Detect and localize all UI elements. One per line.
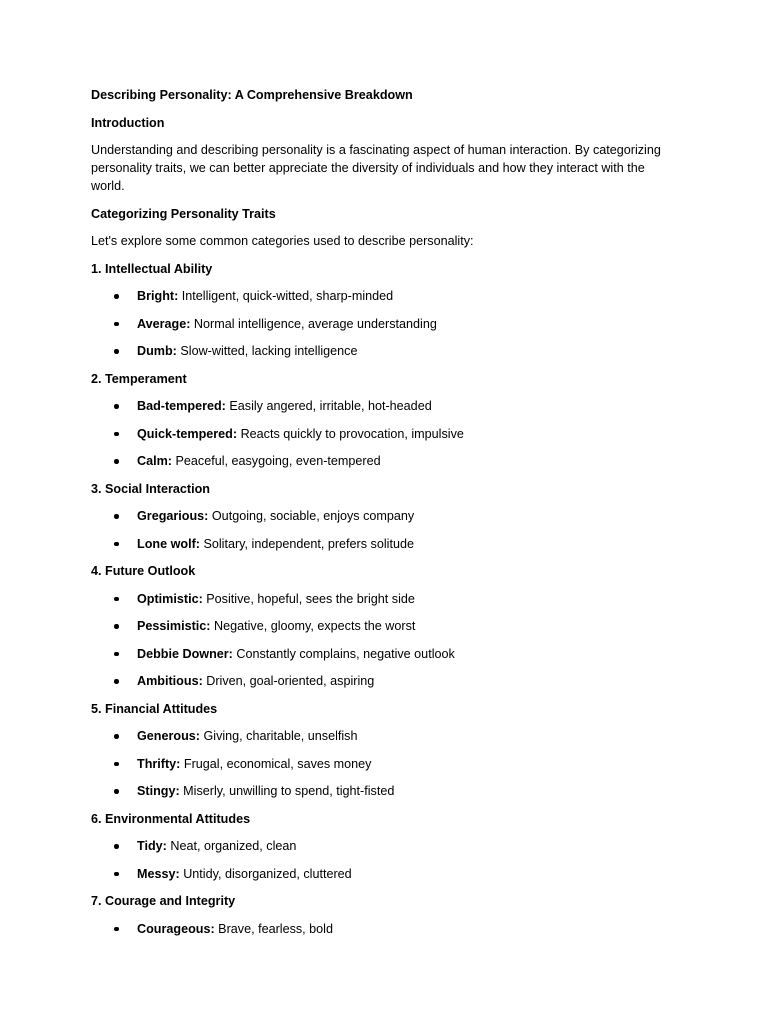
document-title: Describing Personality: A Comprehensive Breakdown: [91, 88, 413, 102]
trait-term: Dumb:: [137, 344, 177, 358]
list-item: [91, 865, 681, 883]
list-item: [91, 452, 681, 470]
trait-term: Thrifty:: [137, 756, 181, 771]
bullet-icon: [114, 459, 119, 464]
list-item: [91, 315, 681, 333]
trait-list: [91, 837, 681, 883]
section-heading: 6. Environmental Attitudes: [91, 811, 251, 826]
bullet-icon: [114, 679, 119, 684]
trait-list: [91, 920, 681, 938]
section-heading: 3. Social Interaction: [91, 481, 210, 496]
categories-heading: Categorizing Personality Traits: [91, 206, 276, 221]
trait-description: Brave, fearless, bold: [214, 921, 333, 936]
list-item: [91, 727, 681, 745]
trait-description: Untidy, disorganized, cluttered: [179, 866, 352, 881]
list-item: [91, 672, 681, 690]
introduction-heading: Introduction: [91, 115, 165, 130]
section-heading: 7. Courage and Integrity: [91, 894, 236, 908]
trait-term: Optimistic:: [137, 591, 203, 606]
trait-term: Stingy:: [137, 784, 180, 798]
bullet-icon: [114, 762, 119, 767]
trait-term: Average:: [137, 316, 191, 331]
bullet-icon: [114, 844, 119, 849]
trait-description: Negative, gloomy, expects the worst: [210, 619, 416, 633]
list-item: [91, 755, 681, 773]
trait-description: Easily angered, irritable, hot-headed: [225, 399, 432, 413]
list-item: [91, 342, 681, 360]
trait-description: Peaceful, easygoing, even-tempered: [172, 454, 381, 468]
section-heading: 4. Future Outlook: [91, 564, 196, 578]
trait-description: Driven, goal-oriented, aspiring: [202, 674, 375, 688]
bullet-icon: [114, 872, 119, 877]
list-item: [91, 397, 681, 415]
trait-term: Bright:: [137, 289, 179, 303]
categories-paragraph: Let's explore some common categories used to describe personality:: [91, 234, 474, 248]
trait-description: Frugal, economical, saves money: [180, 756, 372, 771]
section-heading: 2. Temperament: [91, 371, 187, 386]
bullet-icon: [114, 624, 119, 629]
list-item: [91, 920, 681, 938]
trait-term: Courageous:: [137, 921, 215, 936]
trait-description: Positive, hopeful, sees the bright side: [202, 591, 415, 606]
list-item: [91, 535, 681, 553]
document-page: [91, 86, 681, 947]
list-item: [91, 837, 681, 855]
trait-list: [91, 590, 681, 691]
section-heading: 5. Financial Attitudes: [91, 701, 218, 716]
bullet-icon: [114, 789, 119, 794]
list-item: [91, 645, 681, 663]
list-item: [91, 425, 681, 443]
bullet-icon: [114, 432, 119, 437]
bullet-icon: [114, 349, 119, 354]
trait-list: [91, 397, 681, 470]
list-item: [91, 617, 681, 635]
bullet-icon: [114, 404, 119, 409]
bullet-icon: [114, 294, 119, 299]
trait-term: Quick-tempered:: [137, 426, 238, 441]
trait-term: Ambitious:: [137, 674, 203, 688]
trait-term: Generous:: [137, 729, 200, 743]
list-item: [91, 507, 681, 525]
trait-list: [91, 287, 681, 360]
introduction-paragraph: Understanding and describing personality is a fascinating aspect of human interaction. By categorizing personality traits, we can better appreciate the diversity of individuals and how they interact with the world.: [91, 143, 661, 193]
trait-term: Tidy:: [137, 839, 167, 853]
trait-description: Neat, organized, clean: [166, 839, 297, 853]
bullet-icon: [114, 322, 119, 327]
trait-term: Pessimistic:: [137, 619, 211, 633]
bullet-icon: [114, 542, 119, 547]
list-item: [91, 782, 681, 800]
bullet-icon: [114, 514, 119, 519]
trait-description: Intelligent, quick-witted, sharp-minded: [178, 289, 394, 303]
list-item: [91, 287, 681, 305]
trait-term: Gregarious:: [137, 509, 209, 523]
trait-description: Solitary, independent, prefers solitude: [199, 536, 414, 551]
trait-description: Giving, charitable, unselfish: [199, 729, 358, 743]
trait-description: Reacts quickly to provocation, impulsive: [237, 426, 464, 441]
trait-term: Bad-tempered:: [137, 399, 226, 413]
bullet-icon: [114, 597, 119, 602]
bullet-icon: [114, 927, 119, 932]
trait-description: Slow-witted, lacking intelligence: [176, 344, 358, 358]
trait-description: Miserly, unwilling to spend, tight-fisted: [179, 784, 395, 798]
trait-term: Calm:: [137, 454, 172, 468]
trait-description: Outgoing, sociable, enjoys company: [208, 509, 415, 523]
trait-list: [91, 507, 681, 553]
bullet-icon: [114, 734, 119, 739]
section-heading: 1. Intellectual Ability: [91, 261, 213, 276]
bullet-icon: [114, 652, 119, 657]
trait-list: [91, 727, 681, 800]
trait-description: Constantly complains, negative outlook: [232, 646, 455, 661]
list-item: [91, 590, 681, 608]
trait-description: Normal intelligence, average understanding: [190, 316, 437, 331]
trait-sections: [91, 260, 681, 938]
trait-term: Lone wolf:: [137, 536, 200, 551]
trait-term: Messy:: [137, 866, 180, 881]
trait-term: Debbie Downer:: [137, 646, 233, 661]
